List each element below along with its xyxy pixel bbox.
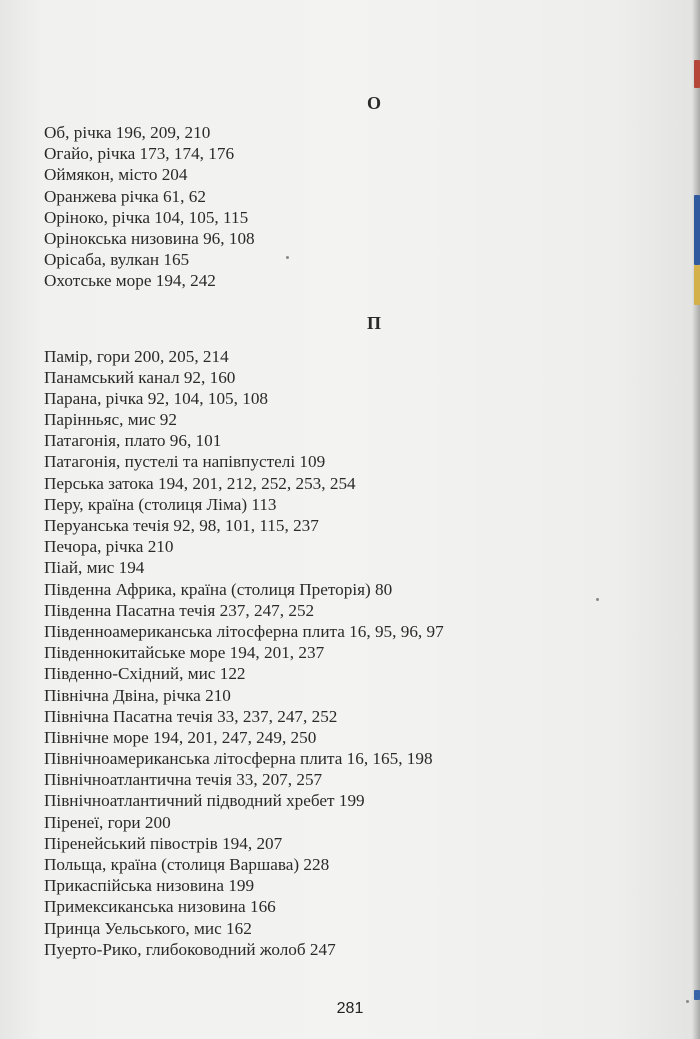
index-entry: Огайо, річка 173, 174, 176 bbox=[44, 144, 235, 164]
page-edge-tab-blue-2 bbox=[694, 990, 700, 1000]
index-section-o bbox=[44, 90, 664, 292]
index-entry: Парінньяс, мис 92 bbox=[44, 410, 177, 430]
index-entry: Північноатлантична течія 33, 207, 257 bbox=[44, 770, 323, 790]
index-entry: Орісаба, вулкан 165 bbox=[44, 250, 190, 270]
index-entry: Печора, річка 210 bbox=[44, 537, 174, 557]
index-entry: Південнокитайське море 194, 201, 237 bbox=[44, 643, 325, 663]
index-entry: Північноамериканська літосферна плита 16, 165, 198 bbox=[44, 749, 433, 769]
page-edge-tab-red bbox=[694, 60, 700, 88]
index-entry: Оранжева річка 61, 62 bbox=[44, 186, 206, 206]
index-entry: Орінокська низовина 96, 108 bbox=[44, 228, 255, 248]
index-entry: Південноамериканська літосферна плита 16, 95, 96, 97 bbox=[44, 621, 444, 641]
index-entry: Польща, країна (столиця Варшава) 228 bbox=[44, 855, 330, 874]
index-entry: Об, річка 196, 209, 210 bbox=[44, 123, 211, 142]
index-section-p bbox=[44, 310, 664, 960]
index-entry: Примексиканська низовина 166 bbox=[44, 897, 276, 917]
index-entry: Памір, гори 200, 205, 214 bbox=[44, 346, 229, 366]
index-entry: Південна Пасатна течія 237, 247, 252 bbox=[44, 600, 315, 620]
index-entry: Піренейський півострів 194, 207 bbox=[44, 833, 283, 853]
page-edge-tab-blue bbox=[694, 195, 700, 265]
entry-list-o bbox=[44, 122, 664, 292]
page-number: 281 bbox=[336, 1000, 364, 1017]
index-entry: Патагонія, плато 96, 101 bbox=[44, 431, 222, 451]
index-entry: Північна Пасатна течія 33, 237, 247, 252 bbox=[44, 706, 338, 726]
index-entry: Північне море 194, 201, 247, 249, 250 bbox=[44, 727, 317, 747]
index-entry: Принца Уельського, мис 162 bbox=[44, 918, 252, 938]
index-entry: Парана, річка 92, 104, 105, 108 bbox=[44, 388, 269, 408]
page-edge-tab-yellow bbox=[694, 265, 700, 305]
index-entry: Оймякон, місто 204 bbox=[44, 165, 188, 185]
index-entry: Прикаспійська низовина 199 bbox=[44, 876, 255, 896]
index-entry: Північна Двіна, річка 210 bbox=[44, 685, 231, 705]
index-entry: Охотське море 194, 242 bbox=[44, 271, 216, 291]
geographic-index bbox=[44, 90, 664, 960]
entry-list-p bbox=[44, 346, 664, 960]
index-entry: Південно-Східний, мис 122 bbox=[44, 664, 246, 684]
index-entry: Південна Африка, країна (столиця Преторія) 80 bbox=[44, 579, 393, 599]
index-entry: Пуерто-Рико, глибоководний жолоб 247 bbox=[44, 939, 336, 959]
page-edge-shadow bbox=[692, 0, 700, 1039]
index-entry: Піренеї, гори 200 bbox=[44, 812, 171, 832]
index-entry: Перу, країна (столиця Ліма) 113 bbox=[44, 494, 277, 514]
index-entry: Панамський канал 92, 160 bbox=[44, 367, 236, 387]
index-entry: Північноатлантичний підводний хребет 199 bbox=[44, 791, 365, 811]
index-entry: Перуанська течія 92, 98, 101, 115, 237 bbox=[44, 516, 319, 535]
index-entry: Патагонія, пустелі та напівпустелі 109 bbox=[44, 452, 326, 472]
index-entry: Перська затока 194, 201, 212, 252, 253, 254 bbox=[44, 473, 356, 493]
index-entry: Оріноко, річка 104, 105, 115 bbox=[44, 207, 249, 227]
section-letter-p: П bbox=[366, 312, 381, 333]
section-letter-o: О bbox=[366, 93, 381, 113]
index-entry: Піай, мис 194 bbox=[44, 558, 145, 578]
